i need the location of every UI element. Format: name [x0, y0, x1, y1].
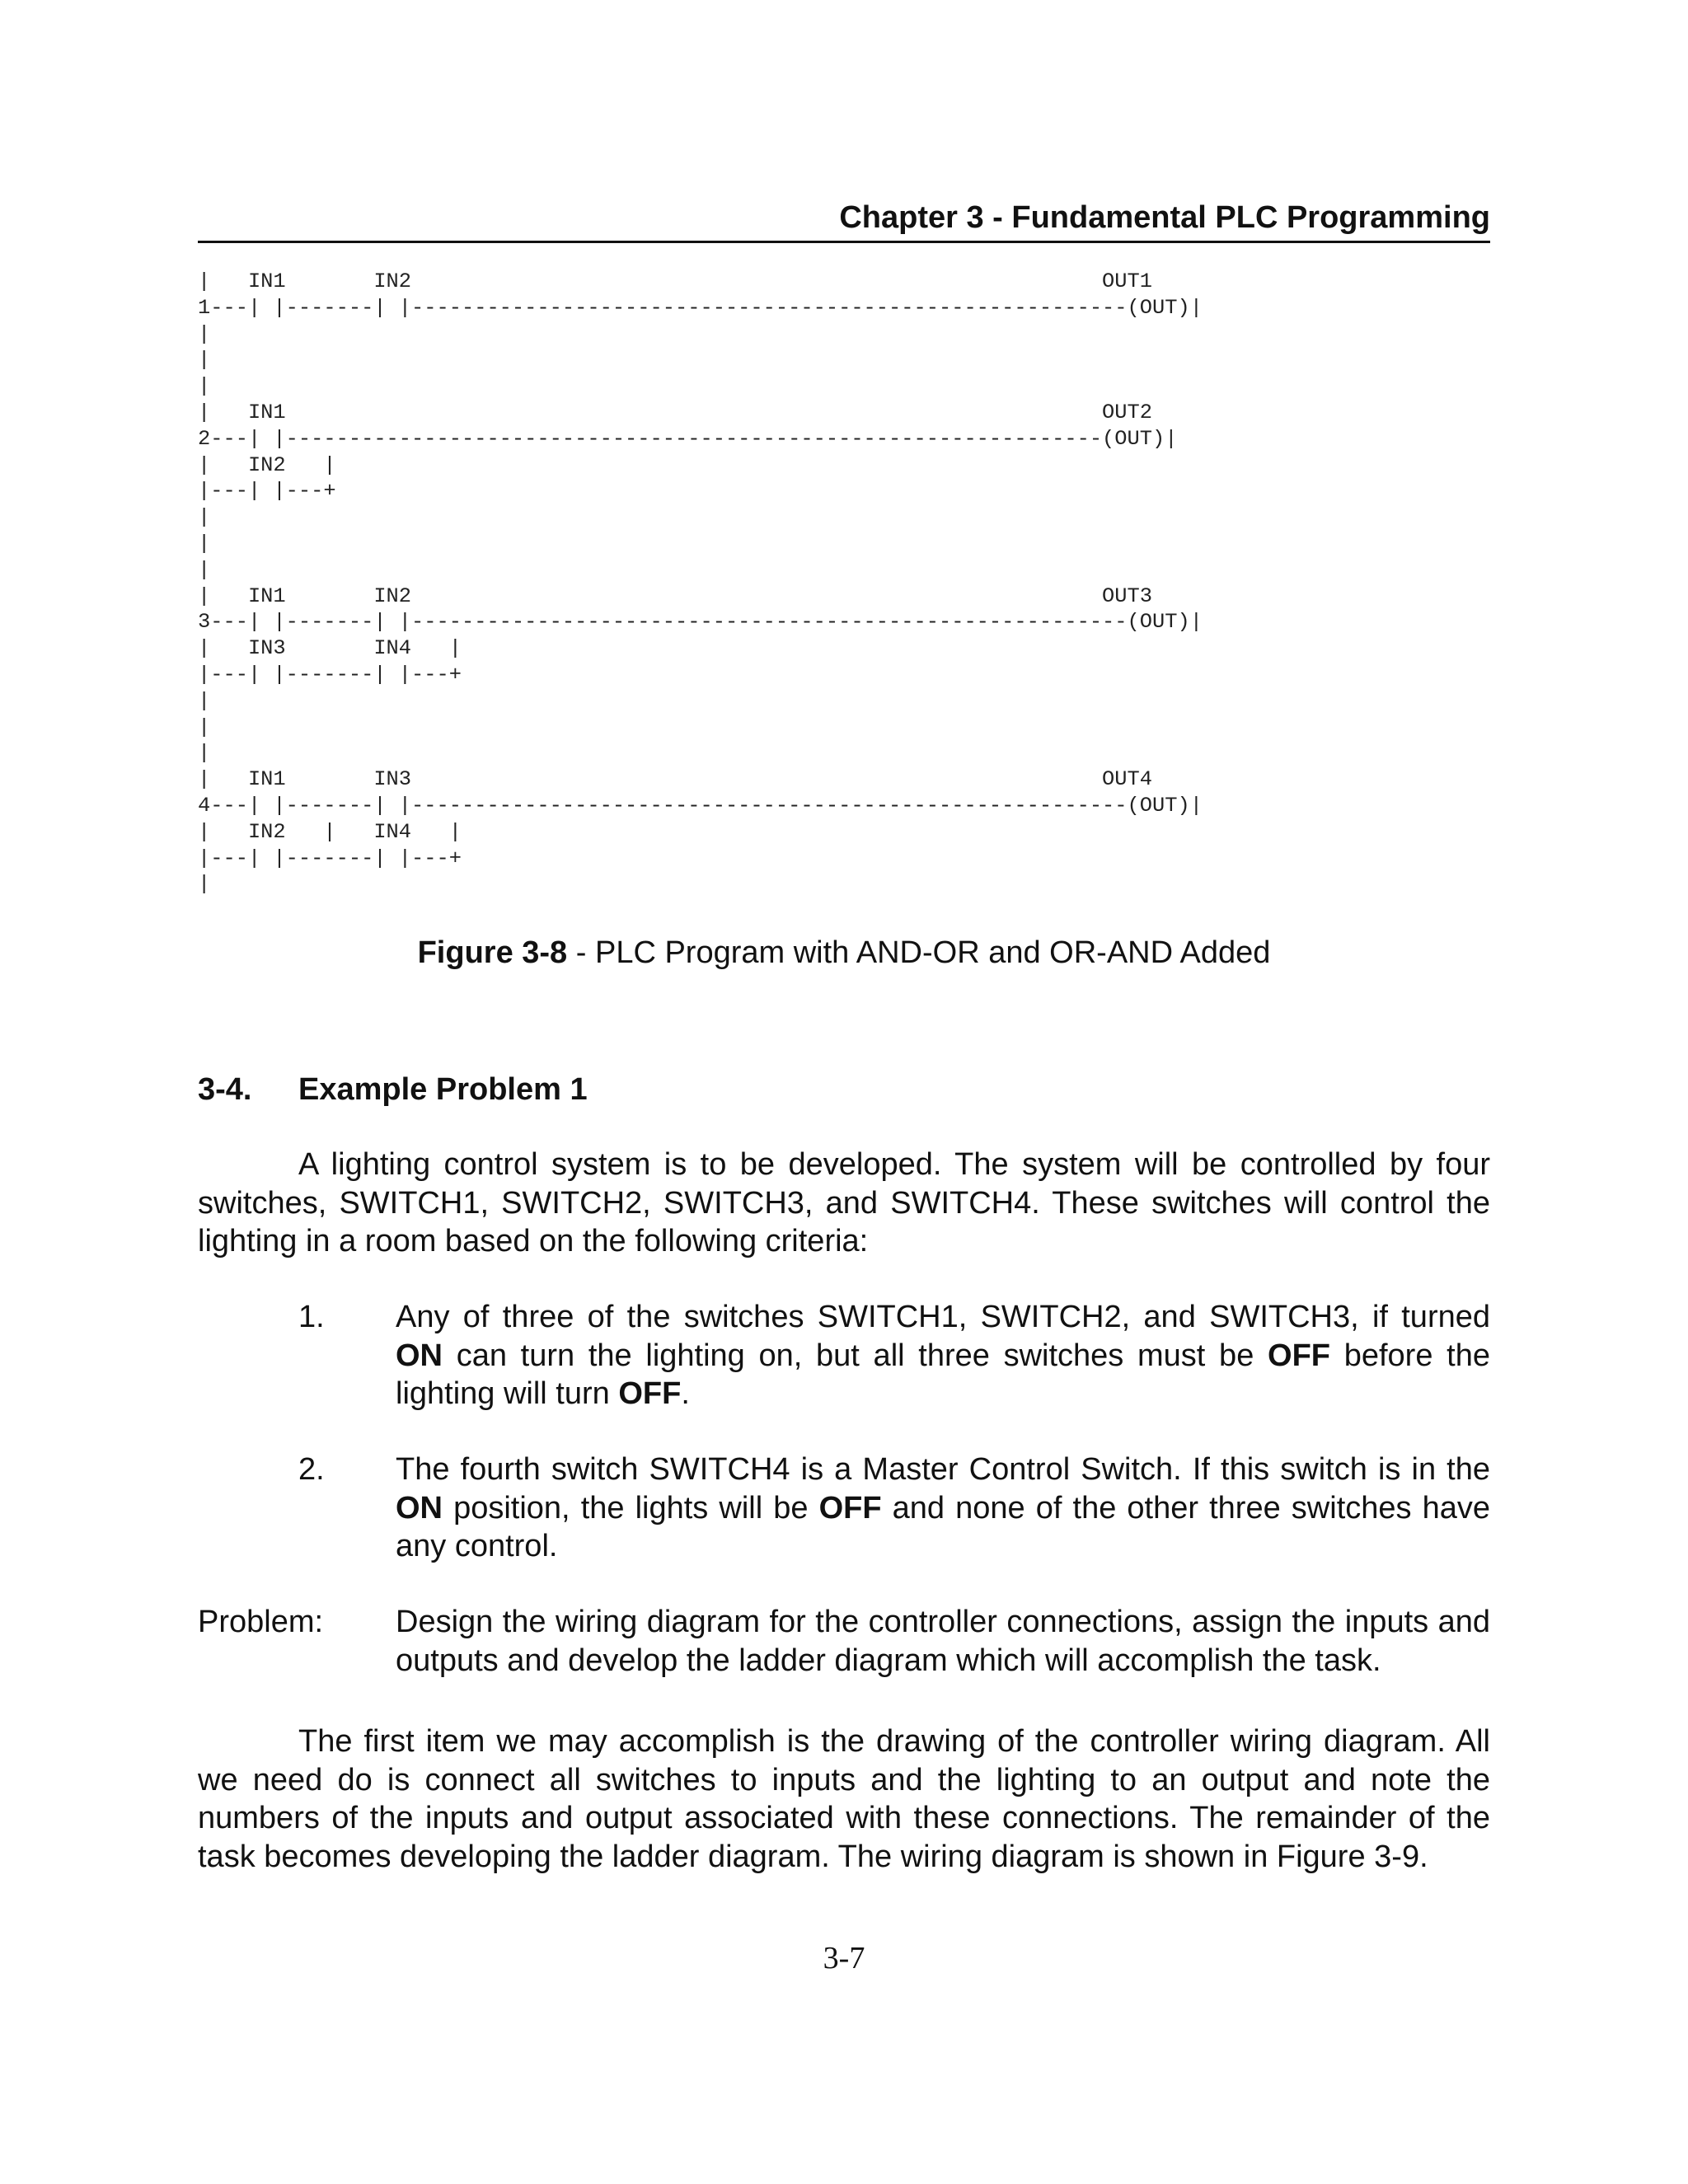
problem-label: Problem:: [198, 1605, 324, 1639]
section-title: Example Problem 1: [298, 1072, 588, 1107]
ladder-line: |: [198, 348, 211, 373]
text-run: The fourth switch SWITCH4 is a Master Control Switch. If this switch is in the: [396, 1452, 1490, 1487]
ladder-line: | IN3 IN4 |: [198, 636, 462, 661]
criteria-number: 1.: [298, 1300, 325, 1334]
ladder-line: 2---| |-----------------------------------------------------------------(OUT)|: [198, 426, 1178, 451]
bold-run: OFF: [1268, 1338, 1331, 1373]
ladder-line: 4---| |-------| |---------------------------------------------------------(OUT)|: [198, 793, 1203, 818]
ladder-line: | IN1 IN2 OUT3: [198, 583, 1153, 608]
ladder-line: |: [198, 374, 211, 399]
text-run: Any of three of the switches SWITCH1, SWITCH2, and SWITCH3, if turned: [396, 1300, 1490, 1334]
bold-run: OFF: [618, 1376, 682, 1411]
ladder-line: 1---| |-------| |---------------------------------------------------------(OUT)|: [198, 295, 1203, 320]
section-heading: [198, 1070, 588, 1109]
figure-caption-text: - PLC Program with AND-OR and OR-AND Added: [567, 935, 1271, 970]
bold-run: ON: [396, 1338, 443, 1373]
page-number: 3-7: [823, 1941, 865, 1975]
ladder-line: |: [198, 688, 211, 713]
ladder-line: |---| |---+: [198, 479, 336, 504]
intro-paragraph: A lighting control system is to be developed. The system will be controlled by four switches, SWITCH1, SWITCH2, SWITCH3, and SWITCH4. These switches will control the lighting in a room based on the following criteria:: [198, 1147, 1490, 1258]
criteria-text: [396, 1298, 1490, 1413]
bold-run: OFF: [818, 1490, 882, 1526]
ladder-line: |: [198, 557, 211, 582]
ladder-line: | IN1 IN3 OUT4: [198, 767, 1153, 792]
ladder-line: |: [198, 531, 211, 555]
ladder-line: | IN2 |: [198, 452, 336, 477]
text-run: position, the lights will be: [443, 1490, 819, 1526]
text-run: .: [681, 1376, 690, 1411]
criteria-number: 2.: [298, 1452, 325, 1487]
ladder-line: |---| |-------| |---+: [198, 846, 462, 870]
criteria-text: [396, 1451, 1490, 1566]
text-run: can turn the lighting on, but all three switches must be: [443, 1338, 1268, 1373]
chapter-header: Chapter 3 - Fundamental PLC Programming: [198, 198, 1490, 243]
ladder-line: |: [198, 321, 211, 346]
ladder-line: |: [198, 715, 211, 739]
ladder-line: | IN1 IN2 OUT1: [198, 269, 1153, 293]
bold-run: ON: [396, 1490, 443, 1526]
problem-text: Design the wiring diagram for the controller connections, assign the inputs and outputs and develop the ladder diagram which will accomplish the task.: [396, 1605, 1490, 1678]
figure-caption: [198, 933, 1490, 972]
closing-paragraph: The first item we may accomplish is the drawing of the controller wiring diagram. All we need do is connect all switches to inputs and the lighting to an output and note the numbers of the inputs and output associated with these connections. The remainder of the task becomes developing the ladder diagram. The wiring diagram is shown in Figure 3-9.: [198, 1724, 1490, 1874]
text-run: and none of the other three switches have any control.: [396, 1490, 1490, 1563]
ladder-line: |: [198, 741, 211, 766]
section-number: 3-4.: [198, 1072, 252, 1107]
ladder-line: |: [198, 872, 211, 897]
ladder-line: 3---| |-------| |---------------------------------------------------------(OUT)|: [198, 610, 1203, 635]
ladder-line: |: [198, 505, 211, 530]
figure-label: Figure 3-8: [417, 935, 568, 970]
ladder-line: | IN2 | IN4 |: [198, 819, 462, 844]
ladder-diagram: [198, 269, 1203, 898]
ladder-line: |---| |-------| |---+: [198, 662, 462, 687]
ladder-line: | IN1 OUT2: [198, 400, 1153, 424]
text-run: before the lighting will turn: [396, 1338, 1490, 1411]
